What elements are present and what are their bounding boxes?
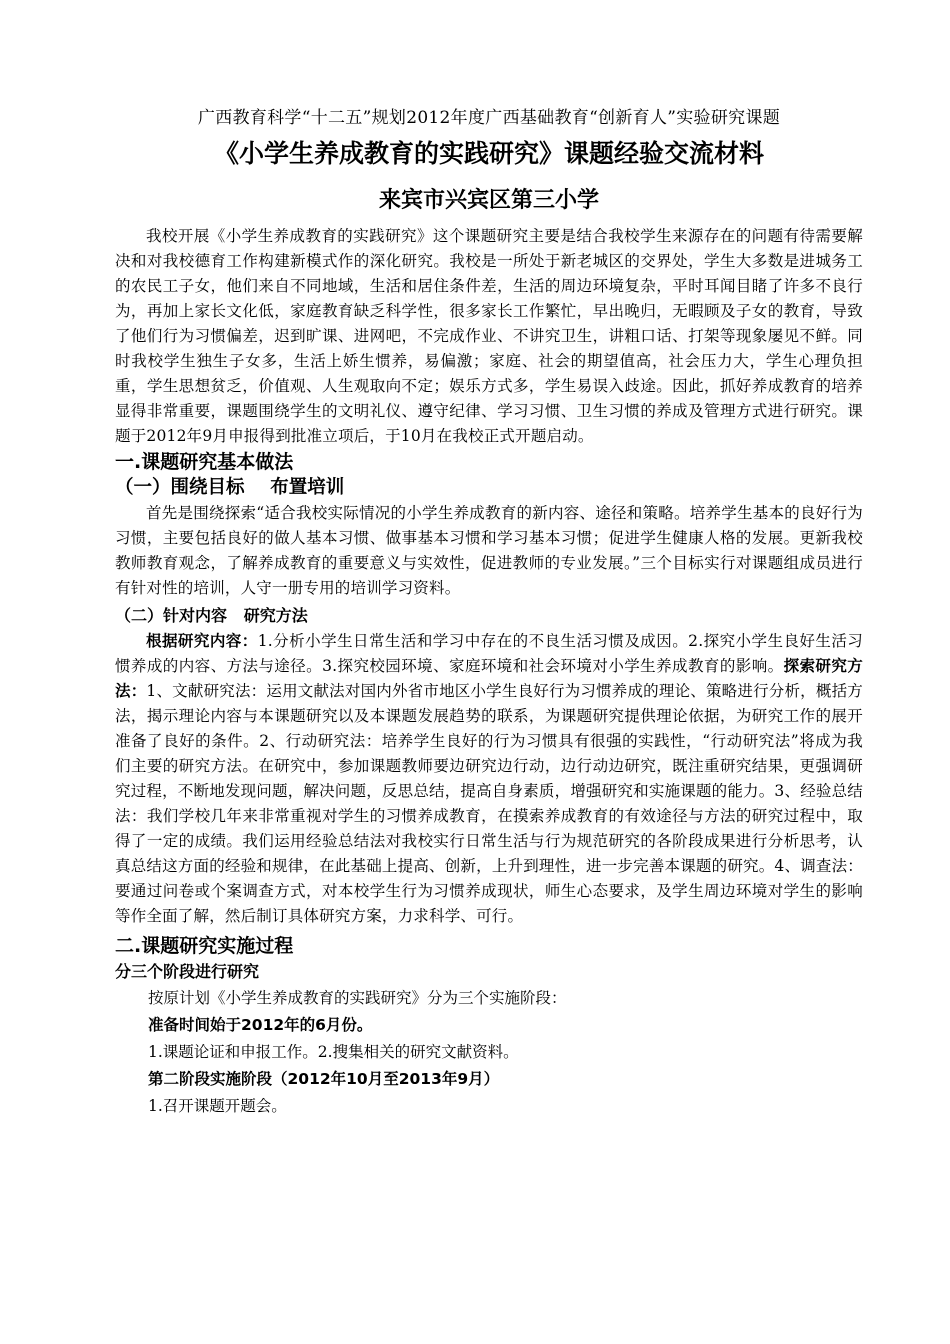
section2-heading: 二.课题研究实施过程 bbox=[115, 935, 294, 957]
research-method-label: 探索研究方法： bbox=[115, 657, 863, 700]
intro-paragraph: 我校开展《小学生养成教育的实践研究》这个课题研究主要是结合我校学生来源存在的问题有待需要解决和对我校德育工作构建新模式作的深化研究。我校是一所处于新老城区的交界处，学生大多数是进城务工的农民工子女，他们来自不同地域，生活和居住条件差，生活的周边环境复杂，平时耳闻目睹了许多不良行为，再加上家长文化低，家庭教育缺乏科学性，很多家长工作繁忙，早出晚归，无暇顾及子女的教育，导致了他们行为习惯偏差，迟到旷课、进网吧，不完成作业、不讲究卫生，讲粗口话、打架等现象屡见不鲜。同时我校学生独生子女多，生活上娇生惯养，易偏激；家庭、社会的期望值高，社会压力大，学生心理负担重，学生思想贫乏，价值观、人生观取向不定；娱乐方式多，学生易误入歧途。因此，抓好养成教育的培养显得非常重要，课题围绕学生的文明礼仪、遵守纪律、学习习惯、卫生习惯的养成及管理方式进行研究。课题于2012年9月申报得到批准立项后，于10月在我校正式开题启动。 bbox=[115, 227, 863, 445]
project-subtitle: 广西教育科学“十二五”规划2012年度广西基础教育“创新育人”实验研究课题 bbox=[197, 108, 781, 128]
section1-sub1-paragraph: 首先是围绕探索“适合我校实际情况的小学生养成教育的新内容、途径和策略。培养学生基本的良好行为习惯，主要包括良好的做人基本习惯、做事基本习惯和学习基本习惯；促进学生健康人格的发展。更新我校教师教育观念，了解养成教育的重要意义与实效性，促进教师的专业发展。”三个目标实行对课题组成员进行有针对性的培训，人守一册专用的培训学习资料。 bbox=[115, 504, 863, 597]
preparation-tasks-line: 1.课题论证和申报工作。2.搜集相关的研究文献资料。 bbox=[148, 1043, 519, 1061]
school-name: 来宾市兴宾区第三小学 bbox=[378, 188, 599, 213]
research-method-text: 1、文献研究法：运用文献法对国内外省市地区小学生良好行为习惯养成的理论、策略进行分析，概括方法，揭示理论内容与本课题研究以及本课题发展趋势的联系，为课题研究提供理论依据，为研究工作的展开准备了良好的条件。2、行动研究法：培养学生良好的行为习惯具有很强的实践性，“行动研究法”将成为我们主要的研究方法。在研究中，参加课题教师要边研究边行动，边行动边研究，既注重研究结果，更强调研究过程，不断地发现问题，解决问题，反思总结，提高自身素质，增强研究和实施课题的能力。3、经验总结法：我们学校几年来非常重视对学生的习惯养成教育，在摸索养成教育的有效途径与方法的研究过程中，取得了一定的成绩。我们运用经验总结法对我校实行日常生活与行为规范研究的各阶段成果进行分析思考，认真总结这方面的经验和规律，在此基础上提高、创新，上升到理性，进一步完善本课题的研究。4、调查法：要通过问卷或个案调查方式，对本校学生行为习惯养成现状，师生心态要求，及学生周边环境对学生的影响等作全面了解，然后制订具体研究方案，力求科学、可行。 bbox=[115, 682, 863, 925]
section2-sub-heading: 分三个阶段进行研究 bbox=[115, 962, 260, 981]
document-title: 《小学生养成教育的实践研究》课题经验交流材料 bbox=[213, 139, 764, 168]
preparation-stage-line: 准备时间始于2012年的6月份。 bbox=[148, 1016, 373, 1034]
stage2-heading-line: 第二阶段实施阶段（2012年10月至2013年9月） bbox=[148, 1070, 500, 1088]
research-content-text: 1.分析小学生日常生活和学习中存在的不良生活习惯及成因。2.探究小学生良好生活习惯养成的内容、方法与途径。3.探究校园环境、家庭环境和社会环境对小学生养成教育的影响。 bbox=[115, 632, 863, 675]
document-body bbox=[115, 104, 863, 1120]
stages-intro-line: 按原计划《小学生养成教育的实践研究》分为三个实施阶段： bbox=[148, 989, 567, 1007]
section1-heading: 一.课题研究基本做法 bbox=[115, 451, 294, 473]
section1-sub2-heading: （二）针对内容 研究方法 bbox=[115, 606, 308, 625]
section1-sub1-heading: （一）围绕目标 布置培训 bbox=[115, 477, 345, 498]
section1-sub2-paragraph bbox=[115, 629, 863, 929]
research-content-label: 根据研究内容： bbox=[146, 632, 258, 650]
stage2-task-line: 1.召开课题开题会。 bbox=[148, 1097, 287, 1115]
